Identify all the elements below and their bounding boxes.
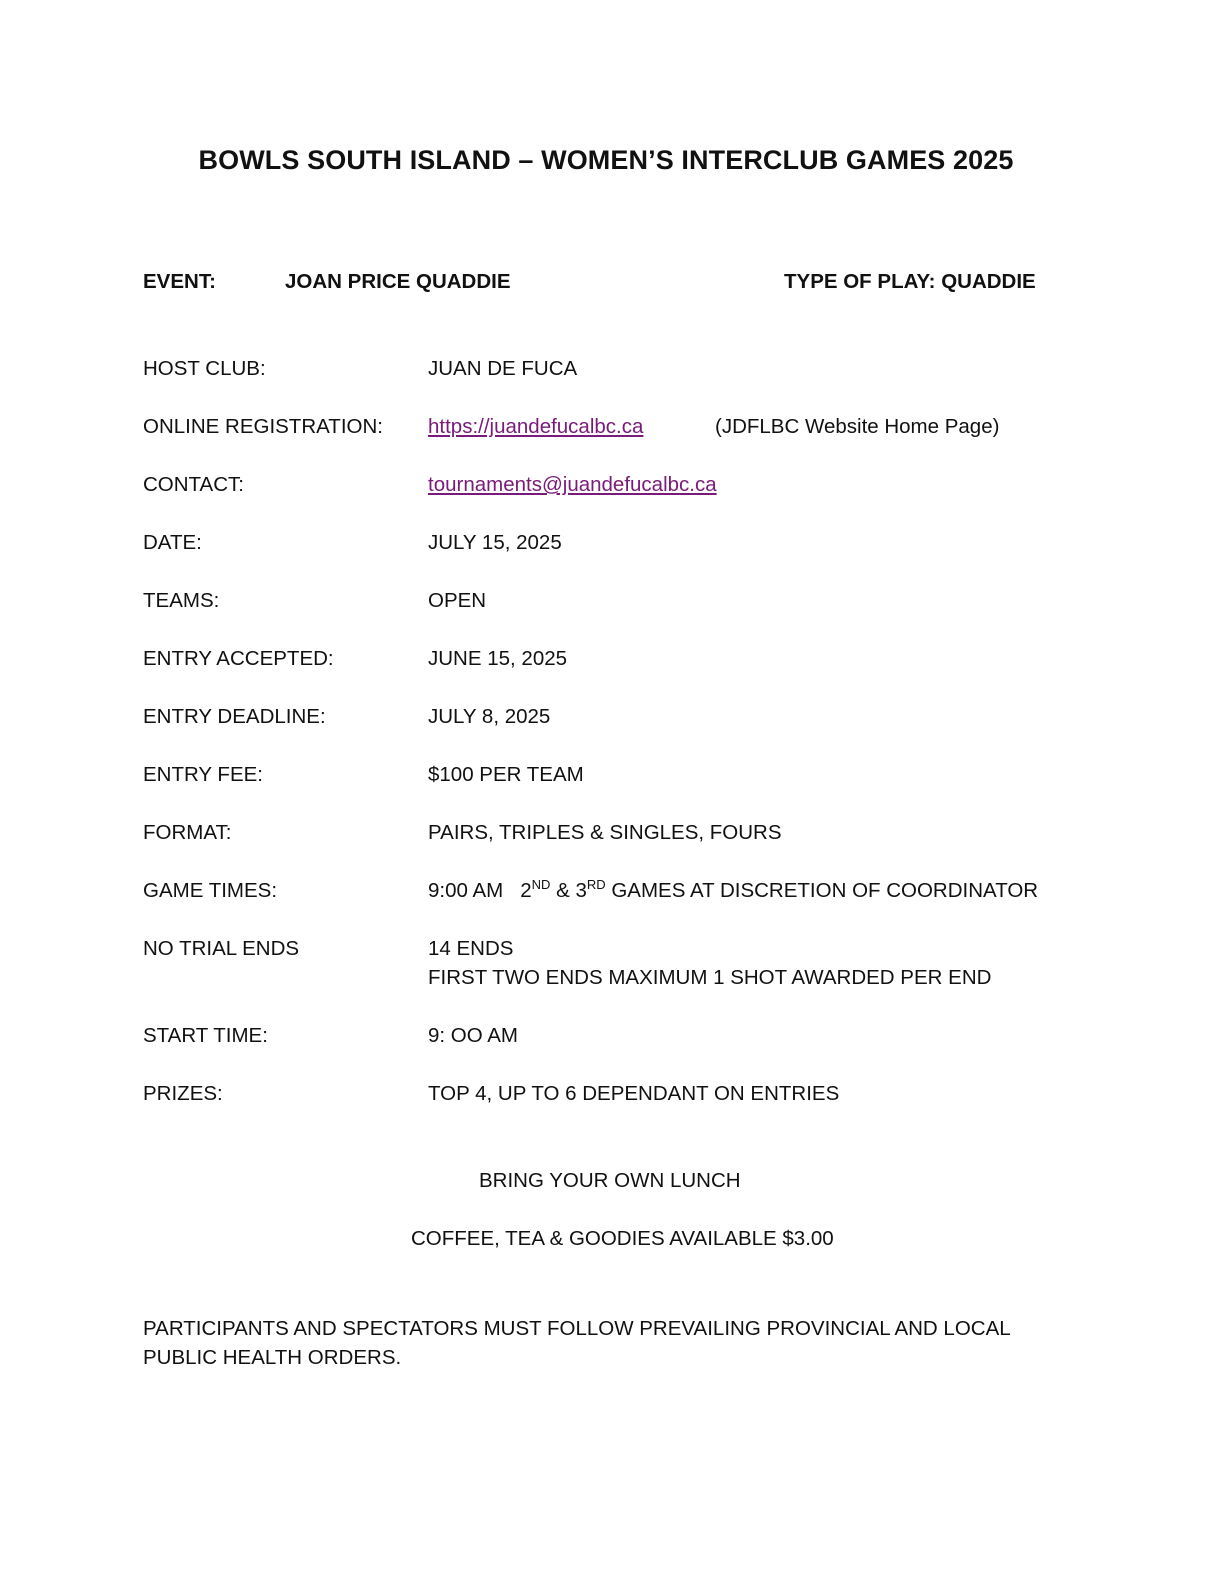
teams-value: OPEN <box>428 589 487 612</box>
registration-note: (JDFLBC Website Home Page) <box>715 415 1000 438</box>
event-value: JOAN PRICE QUADDIE <box>285 270 511 293</box>
entry-deadline-label: ENTRY DEADLINE: <box>143 705 326 728</box>
coffee-notice: COFFEE, TEA & GOODIES AVAILABLE $3.00 <box>411 1227 834 1250</box>
ends-count-value: 14 ENDS <box>428 937 514 960</box>
prizes-label: PRIZES: <box>143 1082 223 1105</box>
game-time-first: 9:00 AM <box>428 879 504 902</box>
format-value: PAIRS, TRIPLES & SINGLES, FOURS <box>428 821 782 844</box>
event-row <box>143 270 1043 298</box>
contact-label: CONTACT: <box>143 473 244 496</box>
event-label: EVENT: <box>143 270 216 293</box>
teams-label: TEAMS: <box>143 589 220 612</box>
contact-email-link[interactable]: tournaments@juandefucalbc.ca <box>428 473 717 496</box>
ends-rule-value: FIRST TWO ENDS MAXIMUM 1 SHOT AWARDED PER END <box>428 966 992 989</box>
date-label: DATE: <box>143 531 202 554</box>
game-second-suffix: ND <box>531 877 551 892</box>
game-second: 2 <box>520 879 532 902</box>
entry-fee-value: $100 PER TEAM <box>428 763 584 786</box>
game-third-suffix: RD <box>586 877 606 892</box>
registration-link[interactable]: https://juandefucalbc.ca <box>428 415 644 438</box>
start-time-value: 9: OO AM <box>428 1024 518 1047</box>
type-of-play: TYPE OF PLAY: QUADDIE <box>784 270 1036 293</box>
health-orders-notice: PARTICIPANTS AND SPECTATORS MUST FOLLOW PREVAILING PROVINCIAL AND LOCAL PUBLIC HEALTH ORDERS. <box>143 1317 1010 1369</box>
no-trial-ends-label: NO TRIAL ENDS <box>143 937 300 960</box>
game-times-label: GAME TIMES: <box>143 879 278 902</box>
entry-deadline-value: JULY 8, 2025 <box>428 705 551 728</box>
entry-accepted-value: JUNE 15, 2025 <box>428 647 568 670</box>
lunch-notice: BRING YOUR OWN LUNCH <box>479 1169 741 1192</box>
document-title: BOWLS SOUTH ISLAND – WOMEN’S INTERCLUB GAMES 2025 <box>198 145 1014 175</box>
game-times-rest: GAMES AT DISCRETION OF COORDINATOR <box>605 879 1039 902</box>
entry-accepted-label: ENTRY ACCEPTED: <box>143 647 334 670</box>
start-time-label: START TIME: <box>143 1024 268 1047</box>
game-third: & 3 <box>550 879 587 902</box>
format-label: FORMAT: <box>143 821 232 844</box>
host-club-label: HOST CLUB: <box>143 357 266 380</box>
game-times-value <box>428 879 1038 903</box>
prizes-value: TOP 4, UP TO 6 DEPENDANT ON ENTRIES <box>428 1082 840 1105</box>
online-registration-label: ONLINE REGISTRATION: <box>143 415 383 438</box>
host-club-value: JUAN DE FUCA <box>428 357 578 380</box>
date-value: JULY 15, 2025 <box>428 531 562 554</box>
entry-fee-label: ENTRY FEE: <box>143 763 263 786</box>
